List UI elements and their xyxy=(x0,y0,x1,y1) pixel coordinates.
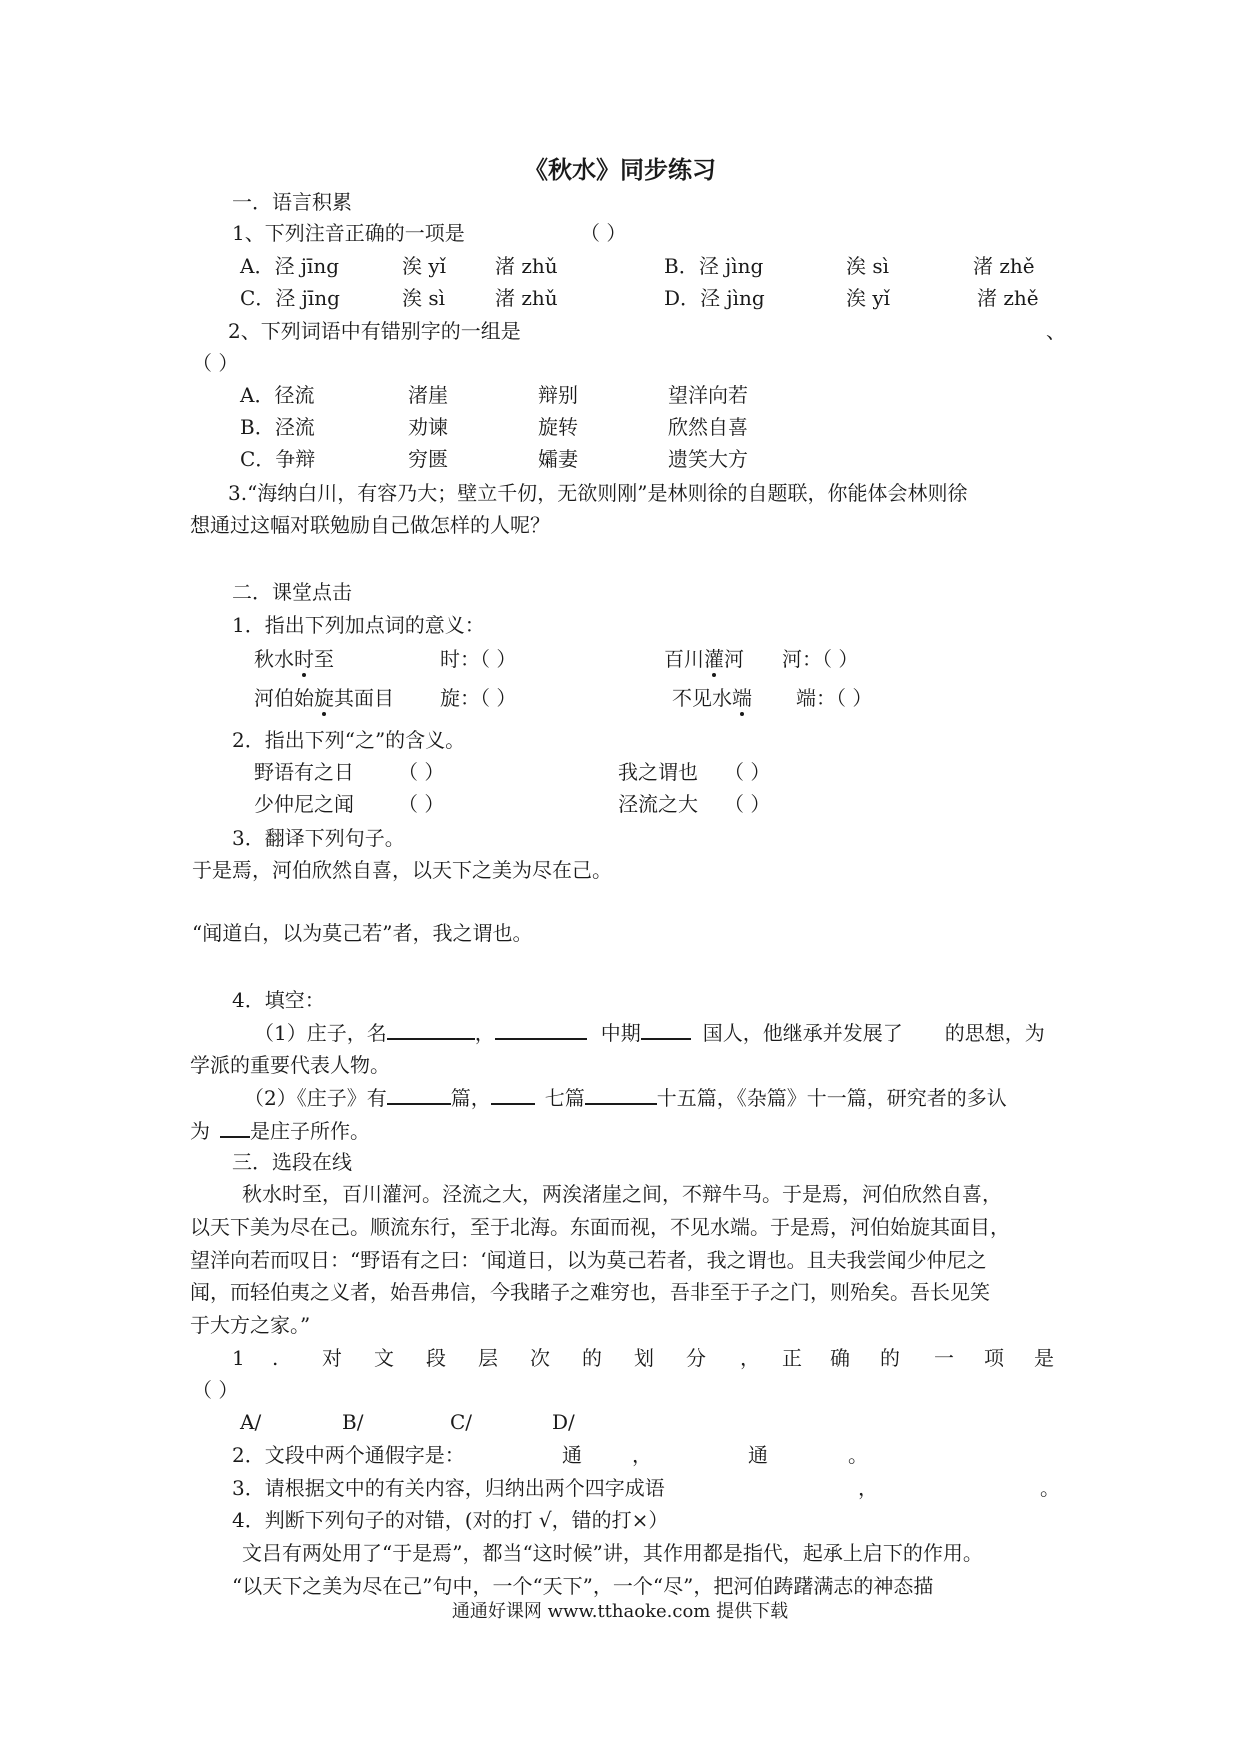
s1-q3-line-2: 想通过这幅对联勉励自己做怎样的人呢？ xyxy=(190,513,550,537)
emphasis-dot-char: 灌 xyxy=(704,647,724,671)
s3-q1-paren: （ ） xyxy=(192,1378,239,1402)
s2-q4-text: 4．填空： xyxy=(232,988,325,1012)
s3-q2-tong-1: 通 xyxy=(562,1443,582,1467)
s3-passage-line-1: 秋水时至，百川灌河。泾流之大，两涘渚崖之间，不辩牛马。于是焉，河伯欣然自喜， xyxy=(242,1182,1002,1206)
s3-q1-option-c: C/ xyxy=(450,1410,473,1434)
s1-q1-option-a-2: 涘 yǐ xyxy=(402,254,447,278)
s2-q2-answer-1: （ ） xyxy=(398,760,445,784)
emphasis-dot-char: 旋 xyxy=(314,686,334,710)
s1-q2-paren: （ ） xyxy=(192,351,239,375)
s1-q1-option-a-1: A．泾 jīng xyxy=(240,254,340,278)
s1-q1-paren: （ ） xyxy=(580,221,627,245)
s1-q2-b-3: 旋转 xyxy=(538,415,578,439)
s3-q1-text: 1 . 对 文 段 层 次 的 划 分 ， 正 确 的 一 项 是 xyxy=(232,1346,1054,1370)
s1-q2-c-4: 遗笑大方 xyxy=(668,447,748,471)
s1-q1-option-c-3: 渚 zhǔ xyxy=(495,286,558,310)
s3-q3-period: 。 xyxy=(1040,1476,1060,1500)
s2-q1-text: 1．指出下列加点词的意义： xyxy=(232,613,485,637)
s2-q2-item-3: 少仲尼之闻 xyxy=(254,792,354,816)
s1-q2-c-1: C．争辩 xyxy=(240,447,316,471)
s2-q4-fill-1: （1）庄子，名 ， 中期 国人，他继承并发展了 的思想，为 xyxy=(254,1018,1045,1047)
s3-q4-text: 4．判断下列句子的对错，(对的打 √，错的打×） xyxy=(232,1508,669,1532)
s2-q2-item-1: 野语有之日 xyxy=(254,760,354,784)
s2-q1-phrase-4: 不见水端 xyxy=(672,686,752,710)
s3-q1-option-a: A/ xyxy=(240,1410,262,1434)
s2-q4-fill-1-line-2: 学派的重要代表人物。 xyxy=(190,1053,390,1077)
s1-q2-b-4: 欣然自喜 xyxy=(668,415,748,439)
answer-blank xyxy=(641,1018,691,1040)
s2-q1-phrase-1: 秋水时至 xyxy=(254,647,334,671)
s1-q1-option-c-1: C．泾 jīng xyxy=(240,286,340,310)
s3-passage-line-3: 望洋向若而叹日：“野语有之曰：‘闻道日，以为莫己若者，我之谓也。且夫我尝闻少仲尼之 xyxy=(190,1248,987,1272)
s2-q3-sentence-1: 于是焉，河伯欣然自喜，以天下之美为尽在己。 xyxy=(192,858,612,882)
page-title: 《秋水》同步练习 xyxy=(524,155,716,184)
s3-q3-text: 3．请根据文中的有关内容，归纳出两个四字成语 xyxy=(232,1476,665,1500)
s1-q1-option-a-3: 渚 zhǔ xyxy=(495,254,558,278)
s2-q1-phrase-3: 河伯始旋其面目 xyxy=(254,686,394,710)
section-2-heading: 二．课堂点击 xyxy=(232,580,352,604)
s2-q4-fill-2-line-2: 为 是庄子所作。 xyxy=(190,1116,370,1145)
s2-q2-answer-3: （ ） xyxy=(398,792,445,816)
s2-q1-gloss-2: 河：（ ） xyxy=(782,647,859,671)
s1-q1-option-d-3: 渚 zhě xyxy=(977,286,1039,310)
s1-q1-option-b-2: 涘 sì xyxy=(846,254,890,278)
s3-q1-option-d: D/ xyxy=(552,1410,575,1434)
s2-q3-text: 3．翻译下列句子。 xyxy=(232,826,405,850)
s3-passage-line-2: 以天下美为尽在己。顺流东行，至于北海。东面而视，不见水端。于是焉，河伯始旋其面目， xyxy=(190,1215,1010,1239)
s2-q2-item-4: 泾流之大 xyxy=(618,792,698,816)
s1-q2-mark: 、 xyxy=(1046,319,1066,343)
s3-q4-statement-2: “以天下之美为尽在己”句中，一个“天下”，一个“尽”，把河伯踌躇满志的神态描 xyxy=(232,1574,934,1598)
s2-q2-item-2: 我之谓也 xyxy=(618,760,698,784)
s1-q2-a-1: A．径流 xyxy=(240,383,315,407)
s1-q2-b-1: B．泾流 xyxy=(240,415,315,439)
s2-q1-phrase-2: 百川灌河 xyxy=(664,647,744,671)
s3-q2-period: 。 xyxy=(848,1443,868,1467)
s1-q1-text: 1、下列注音正确的一项是 xyxy=(232,221,465,245)
s1-q1-option-d-1: D．泾 jìng xyxy=(664,286,765,310)
s1-q2-c-2: 穷匮 xyxy=(408,447,448,471)
emphasis-dot-char: 端 xyxy=(732,686,752,710)
s2-q1-gloss-3: 旋：（ ） xyxy=(440,686,517,710)
s3-passage-line-4: 闻，而轻伯夷之义者，始吾弗信，今我睹子之难穷也，吾非至于子之门，则殆矣。吾长见笑 xyxy=(190,1280,990,1304)
s3-q1-option-b: B/ xyxy=(342,1410,364,1434)
s3-q2-tong-2: 通 xyxy=(748,1443,768,1467)
answer-blank xyxy=(585,1083,657,1105)
s1-q2-c-3: 孀妻 xyxy=(538,447,578,471)
s1-q3-line-1: 3.“海纳白川，有容乃大；壁立千仞，无欲则刚”是林则徐的自题联，你能体会林则徐 xyxy=(228,481,968,505)
s2-q3-sentence-2: “闻道白，以为莫己若”者，我之谓也。 xyxy=(192,921,533,945)
s1-q1-option-c-2: 涘 sì xyxy=(402,286,446,310)
s2-q1-gloss-1: 时：（ ） xyxy=(440,647,517,671)
s2-q2-answer-2: （ ） xyxy=(724,760,771,784)
s2-q2-text: 2．指出下列“之”的含义。 xyxy=(232,728,466,752)
answer-blank xyxy=(491,1083,535,1105)
s1-q2-a-2: 渚崖 xyxy=(408,383,448,407)
s3-q2-text: 2．文段中两个通假字是： xyxy=(232,1443,465,1467)
page-footer: 通通好课网 www.tthaoke.com 提供下载 xyxy=(451,1601,789,1622)
answer-blank xyxy=(387,1018,475,1040)
s3-q2-comma: ， xyxy=(632,1443,652,1467)
answer-blank xyxy=(220,1116,250,1138)
answer-blank xyxy=(495,1018,587,1040)
section-1-heading: 一．语言积累 xyxy=(232,190,352,214)
s1-q2-text: 2、下列词语中有错别字的一组是 xyxy=(228,319,521,343)
s1-q2-a-3: 辩别 xyxy=(538,383,578,407)
s1-q1-option-d-2: 涘 yǐ xyxy=(846,286,891,310)
s2-q2-answer-4: （ ） xyxy=(724,792,771,816)
s1-q2-a-4: 望洋向若 xyxy=(668,383,748,407)
emphasis-dot-char: 时 xyxy=(294,647,314,671)
section-3-heading: 三．选段在线 xyxy=(232,1150,352,1174)
answer-blank xyxy=(387,1083,451,1105)
s3-q3-comma: ， xyxy=(858,1476,878,1500)
s2-q1-gloss-4: 端：（ ） xyxy=(796,686,873,710)
s1-q1-option-b-1: B．泾 jìng xyxy=(664,254,764,278)
s1-q2-b-2: 劝谏 xyxy=(408,415,448,439)
s1-q1-option-b-3: 渚 zhě xyxy=(973,254,1035,278)
s3-q4-statement-1: 文吕有两处用了“于是焉”，都当“这时候”讲，其作用都是指代，起承上启下的作用。 xyxy=(242,1541,983,1565)
s2-q4-fill-2: （2）《庄子》有 篇， 七篇 十五篇，《杂篇》十一篇，研究者的多认 xyxy=(244,1083,1007,1112)
s3-passage-line-5: 于大方之家。” xyxy=(190,1313,311,1337)
